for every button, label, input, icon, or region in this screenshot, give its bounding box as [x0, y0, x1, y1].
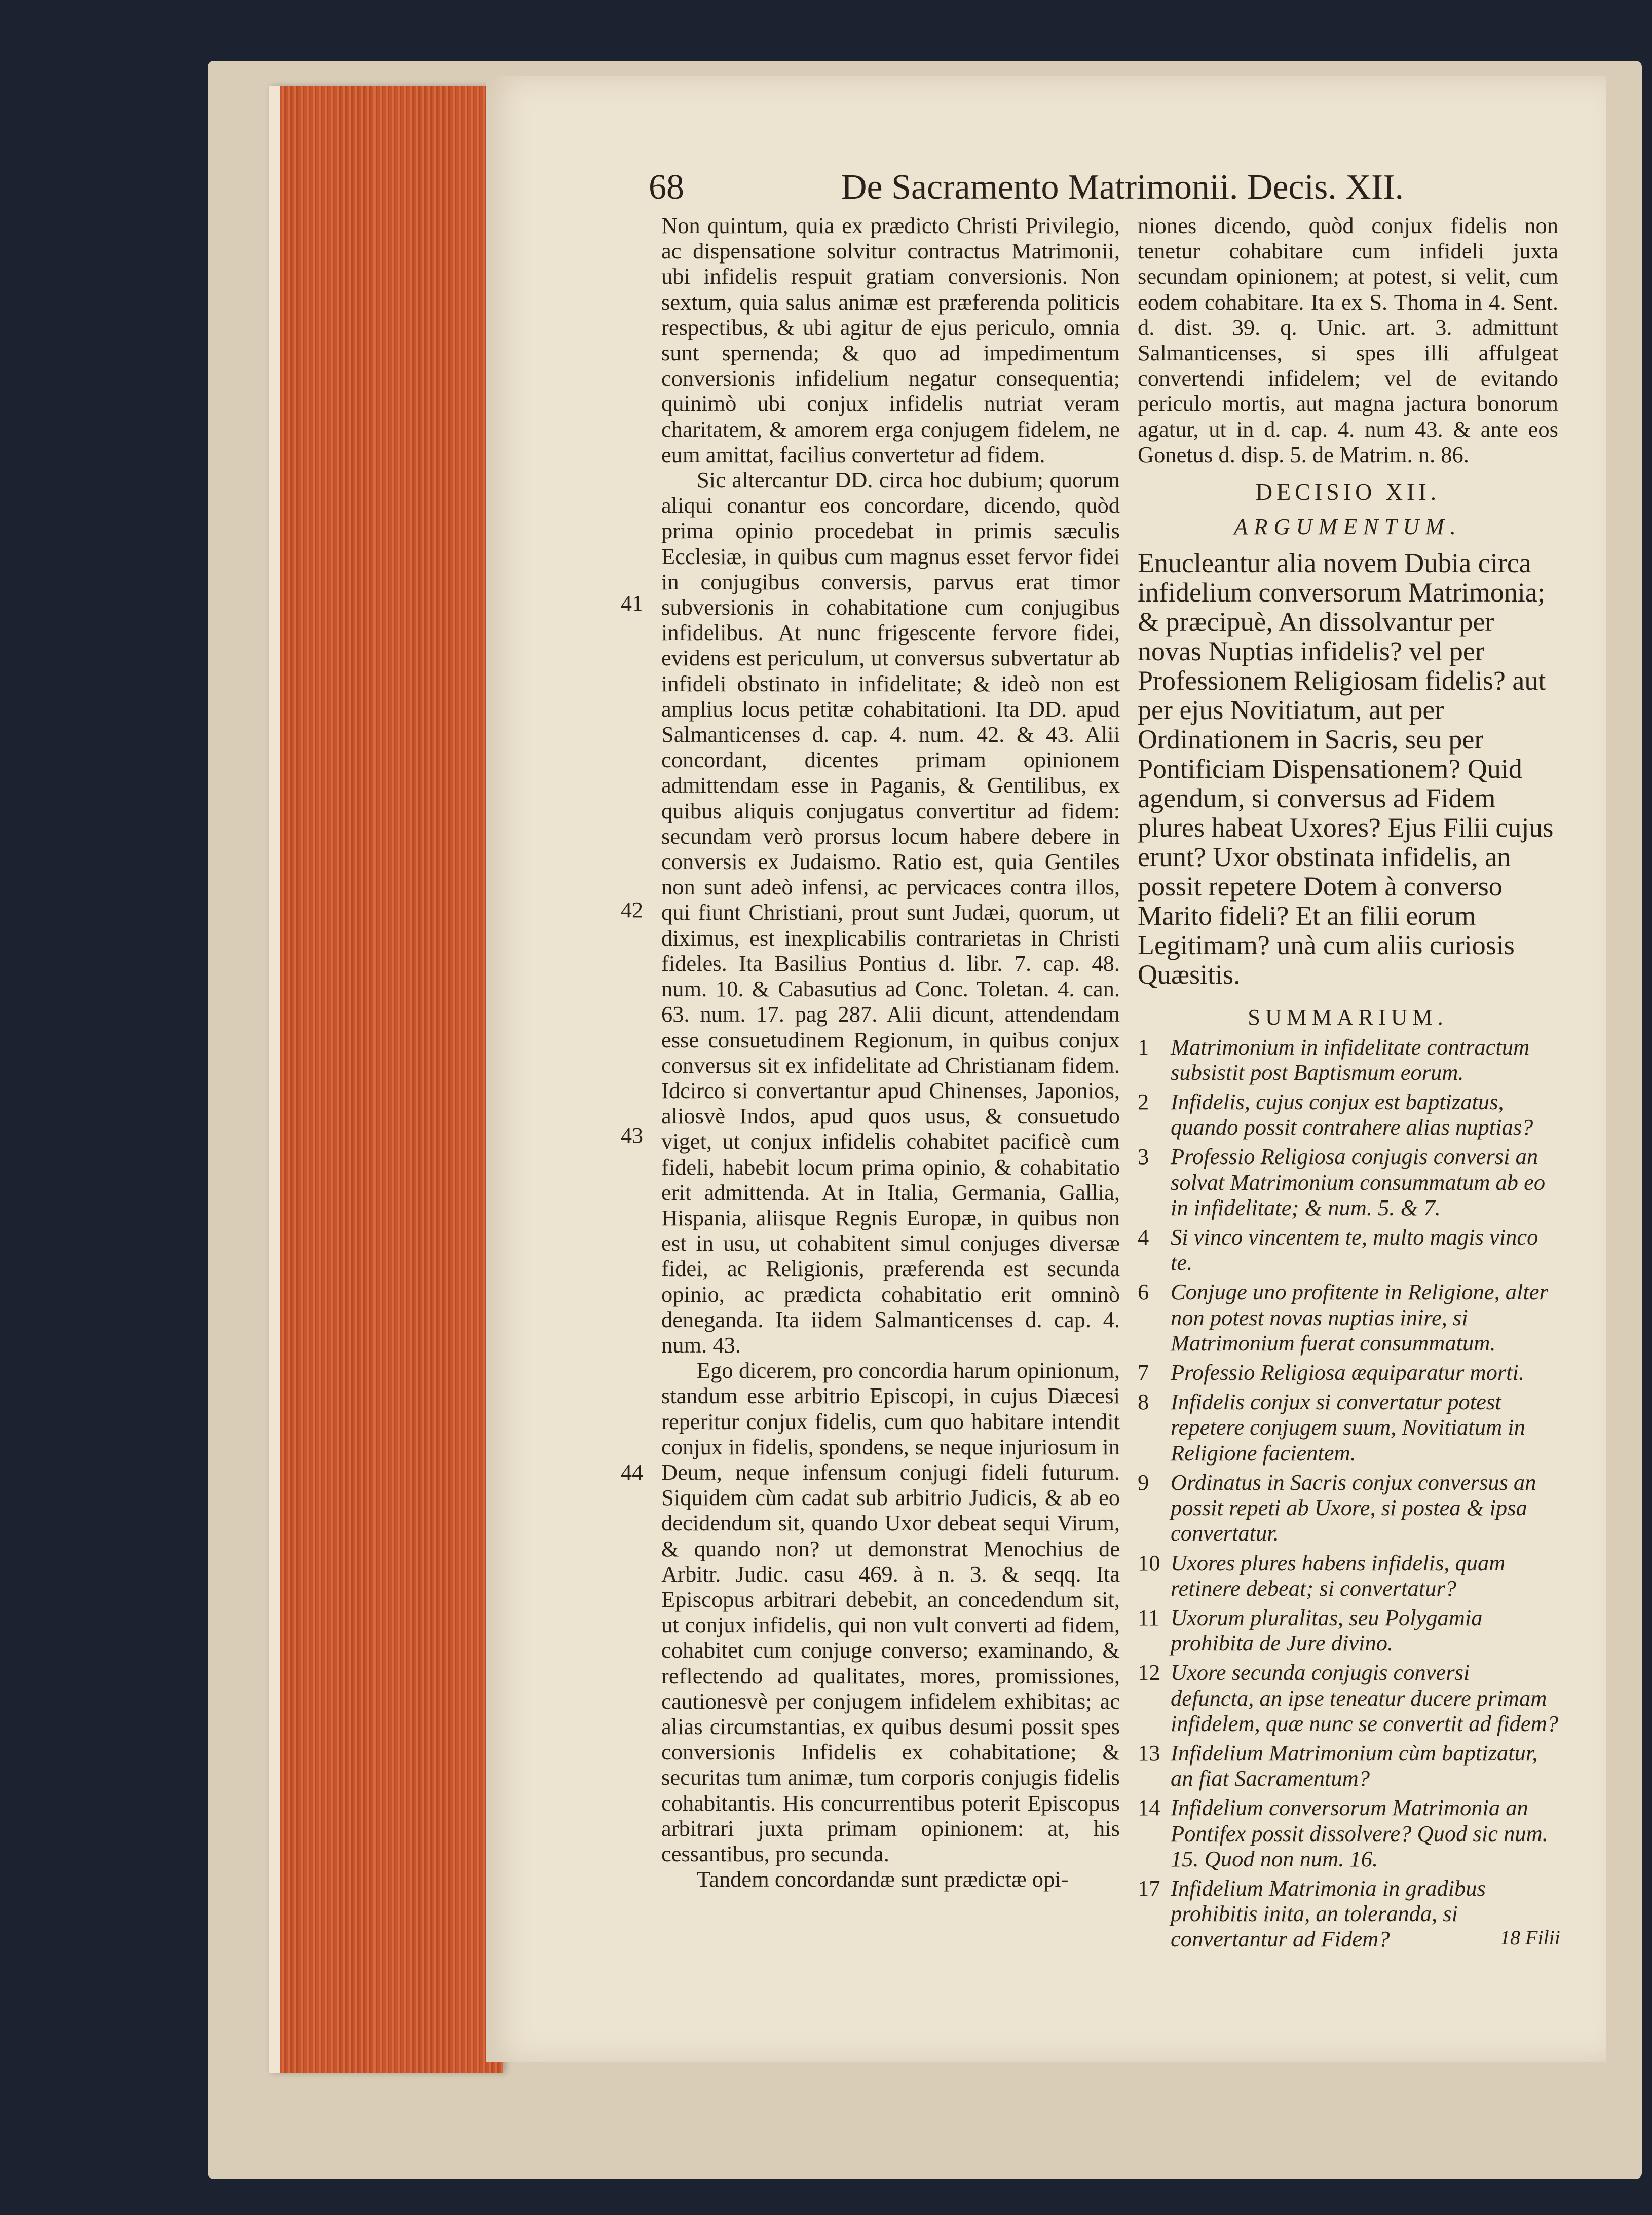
summarium-item-number: 3	[1138, 1144, 1149, 1170]
summarium-item-text: Infidelis, cujus conjux est baptizatus, quando possit contrahere alias nuptias?	[1171, 1089, 1533, 1140]
summarium-item-text: Uxorum pluralitas, seu Polygamia prohibita de Jure divino.	[1171, 1604, 1483, 1656]
page-edge-stack	[269, 86, 503, 2073]
summarium-item-text: Matrimonium in infidelitate contractum subsistit post Baptismum eorum.	[1171, 1034, 1530, 1085]
margin-number-41: 41	[621, 591, 643, 616]
left-paragraph-4: Tandem concordandæ sunt prædictæ opi-	[697, 1866, 1069, 1892]
summarium-item	[1138, 1360, 1558, 1385]
summarium-heading: SUMMARIUM.	[1248, 1004, 1448, 1030]
summarium-item	[1138, 1740, 1558, 1791]
argumentum-text: Enucleantur alia novem Dubia circa infidelium conversorum Matrimonia; & præcipuè, An dissolvantur per novas Nuptias infidelis? vel per Professionem Religiosam fidelis? aut per ejus Novitiatum, aut per Ordinationem in Sacris, seu per Pontificiam Dispensationem? Quid agendum, si conversus ad Fidem plures habeat Uxores? Ejus Filii cujus erunt? Uxor obstinata infidelis, an possit repetere Dotem à converso Marito fideli? Et an filii eorum Legitimam? unà cum aliis curiosis Quæsitis.	[1138, 548, 1554, 990]
summarium-item-text: Infidelis conjux si convertatur potest repetere conjugem suum, Novitiatum in Religione facientem.	[1171, 1389, 1525, 1466]
argumentum-heading: ARGUMENTUM.	[1234, 514, 1462, 540]
left-paragraph-2: Sic altercantur DD. circa hoc dubium; quorum aliqui conantur eos concordare, dicendo, quòd prima opinio procedebat in primis sæculis Ecclesiæ, in quibus cum magnus esset fervor fidei in conjugibus conversis, parvus erat timor subversionis in cohabitatione cum conjugibus infidelibus. At nunc frigescente fervore fidei, evidens est periculum, ut conversus subvertatur ab infideli obstinato in infidelitate; & ideò non est amplius locus petitæ cohabitationi. Ita DD. apud Salmanticenses d. cap. 4. num. 42. & 43. Alii concordant, dicentes primam opinionem admittendam esse in Paganis, & Gentilibus, ex quibus aliquis conjugatus convertitur ad fidem: secundam verò prorsus locum habere debere in conversis ex Judaismo. Ratio est, quia Gentiles non sunt adeò infensi, ac pervicaces contra illos, qui fiunt Christiani, prout sunt Judæi, quorum, ut diximus, est inexplicabilis contrarietas in Christi fideles. Ita Basilius Pontius d. libr. 7. cap. 48. num. 10. & Cabasutius ad Conc. Toletan. 4. can. 63. num. 17. pag 287. Alii dicunt, attendendam esse consuetudinem Regionum, in quibus conjux conversus sit ex infidelitate ad Christianam fidem. Idcirco si convertantur apud Chinenses, Japonios, aliosvè Indos, apud quos usus, & consuetudo viget, ut conjux infidelis cohabitet pacificè cum fideli, habebit locum prima opinio, & cohabitatio erit admittenda. At in Italia, Germania, Gallia, Hispania, aliisque Regnis Europæ, in quibus non est in usu, ut cohabitent simul conjuges diversæ fidei, ac Religionis, præferenda est secunda opinio, ac prædicta cohabitatio erit omninò deneganda. Ita iidem Salmanticenses d. cap. 4. num. 43.	[661, 467, 1120, 1358]
summarium-item-text: Professio Religiosa conjugis conversi an solvat Matrimonium consummatum ab eo in infidelitate; & num. 5. & 7.	[1171, 1144, 1546, 1220]
decisio-heading: DECISIO XII.	[1255, 479, 1441, 505]
summarium-item-text: Si vinco vincentem te, multo magis vinco te.	[1171, 1224, 1538, 1275]
summarium-item-number: 11	[1138, 1604, 1159, 1630]
summarium-item-text: Professio Religiosa æquiparatur morti.	[1171, 1360, 1525, 1385]
catchword: 18 Filii	[1500, 1926, 1560, 1949]
summarium-item-text: Uxores plures habens infidelis, quam retinere debeat; si convertatur?	[1171, 1550, 1506, 1601]
page-header	[649, 167, 1586, 218]
margin-number-43: 43	[621, 1123, 643, 1148]
summarium-item-number: 12	[1138, 1660, 1160, 1685]
summarium-item	[1138, 1389, 1558, 1466]
summarium-item	[1138, 1605, 1558, 1656]
summarium-item-number: 1	[1138, 1034, 1149, 1060]
right-intro-paragraph: niones dicendo, quòd conjux fidelis non tenetur cohabitare cum infideli juxta secundam opinionem; at potest, si velit, cum eodem cohabitare. Ita ex S. Thoma in 4. Sent. d. dist. 39. q. Unic. art. 3. admittunt Salmanticenses, si spes illi affulgeat convertendi infidelem; vel de evitando periculo mortis, aut magna jactura bonorum agatur, ut in d. cap. 4. num 43. & ante eos Gonetus d. disp. 5. de Matrim. n. 86.	[1138, 213, 1558, 467]
summarium-item-text: Infidelium conversorum Matrimonia an Pontifex possit dissolvere? Quod sic num. 15. Quod non num. 16.	[1171, 1795, 1548, 1871]
summarium-item	[1138, 1089, 1558, 1140]
summarium-item-text: Infidelium Matrimonia in gradibus prohibitis inita, an toleranda, si convertantur ad Fidem?	[1171, 1875, 1486, 1952]
summarium-item-number: 8	[1138, 1389, 1149, 1415]
summarium-item-number: 9	[1138, 1469, 1149, 1495]
summarium-item-text: Conjuge uno profitente in Religione, alter non potest novas nuptias inire, si Matrimonium fuerat consummatum.	[1171, 1279, 1548, 1356]
summarium-item	[1138, 1550, 1558, 1601]
summarium-item	[1138, 1795, 1558, 1871]
summarium-item-number: 7	[1138, 1360, 1149, 1385]
summarium-item-number: 4	[1138, 1224, 1149, 1250]
summarium-item	[1138, 1279, 1558, 1356]
summarium-item-number: 14	[1138, 1795, 1160, 1821]
summarium-item	[1138, 1660, 1558, 1736]
left-paragraph-1: Non quintum, quia ex prædicto Christi Privilegio, ac dispensatione solvitur contractus Matrimonii, ubi infidelis respuit gratiam conversionis. Non sextum, quia salus animæ est præferenda politicis respectibus, & ubi agitur de ejus periculo, omnia sunt spernenda; & quo ad impedimentum conversionis infidelium negatur consequentia; quinimò ubi conjux infidelis nutriat veram charitatem, & amorem erga conjugem fidelem, ne eum amittat, facilius convertetur ad fidem.	[661, 213, 1120, 467]
summarium-item-number: 13	[1138, 1740, 1160, 1766]
summarium-item-text: Uxore secunda conjugis conversi defuncta, an ipse teneatur ducere primam infidelem, quæ nunc se convertit ad fidem?	[1171, 1660, 1558, 1736]
left-paragraph-3: Ego dicerem, pro concordia harum opinionum, standum esse arbitrio Episcopi, in cujus Diæcesi reperitur conjux fidelis, cum quo habitare intendit conjux in fidelis, spondens, se neque injuriosum in Deum, neque infensum conjugi fideli futurum. Siquidem cùm cadat sub arbitrio Judicis, & ab eo decidendum sit, quando Uxor debeat sequi Virum, & quando non? ut demonstrat Menochius de Arbitr. Judic. casu 469. à n. 3. & seqq. Ita Episcopus arbitrari debebit, an concedendum sit, ut conjux infidelis, qui non vult converti ad fidem, cohabitet cum conjuge converso; examinando, & reflectendo ad qualitates, mores, promissiones, cautionesvè per conjugem infidelem exhibitas; ac alias circumstantias, ex quibus desumi possit spes conversionis Infidelis ex cohabitatione; & securitas tum animæ, tum corporis conjugis fidelis cohabitantis. His concurrentibus poterit Episcopus arbitrari juxta primam opinionem: at, his cessantibus, pro secunda.	[661, 1358, 1120, 1866]
summarium-item-number: 17	[1138, 1875, 1160, 1901]
right-column	[1138, 213, 1558, 1952]
summarium-item	[1138, 1144, 1558, 1220]
summarium-item	[1138, 1034, 1558, 1085]
page-number: 68	[649, 168, 684, 207]
summarium-item-number: 2	[1138, 1089, 1149, 1115]
left-column	[661, 213, 1120, 1892]
summarium-item-number: 6	[1138, 1279, 1149, 1305]
summarium-item	[1138, 1875, 1558, 1952]
summarium-item-text: Ordinatus in Sacris conjux conversus an possit repeti ab Uxore, si postea & ipsa convertatur.	[1171, 1469, 1536, 1546]
summarium-item	[1138, 1470, 1558, 1546]
running-head: De Sacramento Matrimonii. Decis. XII.	[841, 168, 1404, 207]
summarium-item-number: 10	[1138, 1550, 1160, 1575]
summarium-item	[1138, 1224, 1558, 1275]
summarium-item-text: Infidelium Matrimonium cùm baptizatur, an fiat Sacramentum?	[1171, 1740, 1538, 1791]
margin-number-44: 44	[621, 1460, 643, 1485]
summarium-list	[1138, 1034, 1558, 1952]
margin-number-42: 42	[621, 897, 643, 922]
